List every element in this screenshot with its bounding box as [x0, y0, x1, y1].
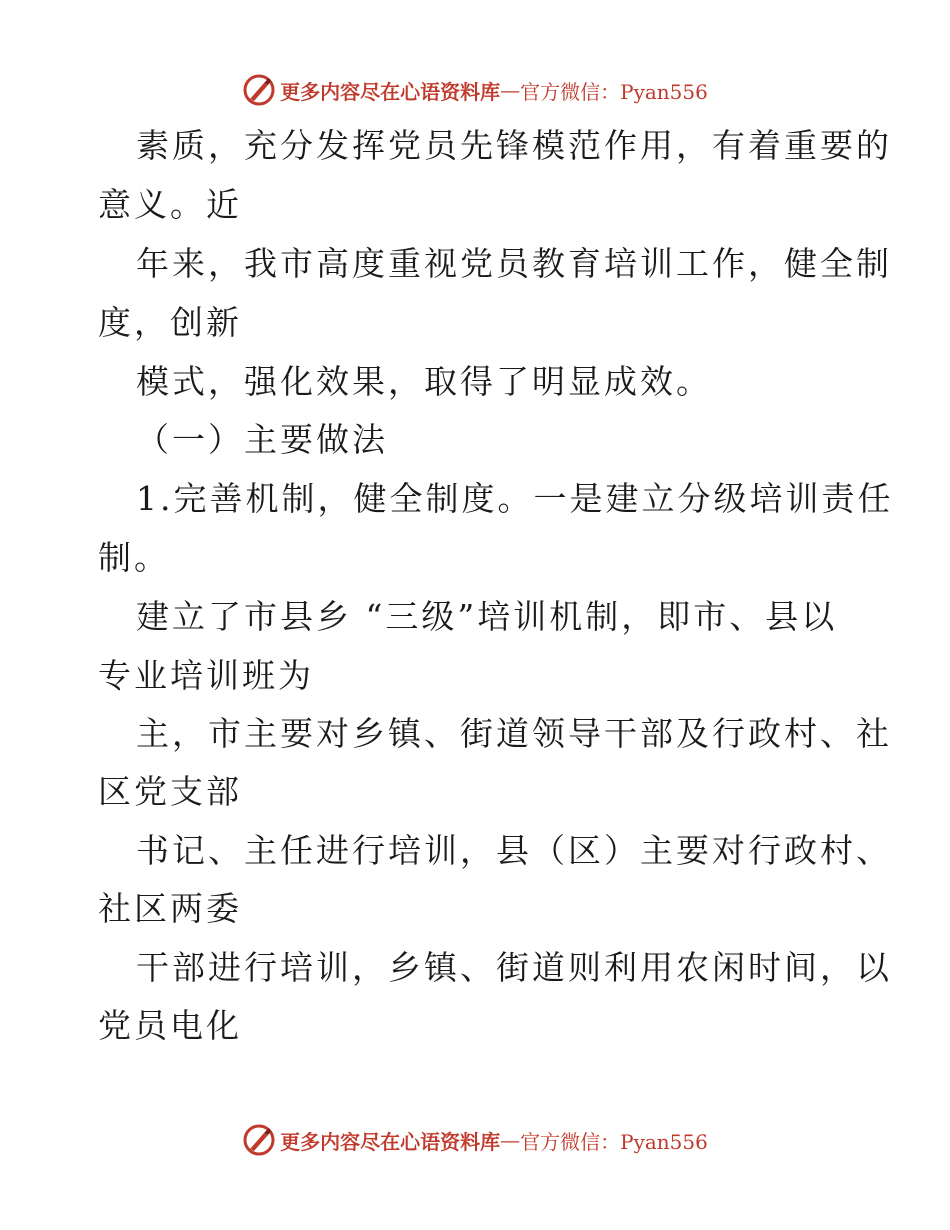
pen-logo-icon — [242, 73, 276, 107]
text-line: 意义。近 — [98, 185, 242, 224]
watermark-main-text: 更多内容尽在心语资料库 — [280, 1129, 501, 1154]
text-line: 专业培训班为 — [98, 656, 314, 695]
text-line: 干部进行培训，乡镇、街道则利用农闲时间，以 — [136, 948, 892, 987]
text-line: 素质，充分发挥党员先锋模范作用，有着重要的 — [136, 126, 892, 165]
watermark-contact-text: 官方微信：Pyan556 — [520, 1129, 708, 1154]
watermark-contact-text: 官方微信：Pyan556 — [520, 79, 708, 104]
pen-logo-icon — [242, 1123, 276, 1157]
text-line: 区党支部 — [98, 772, 242, 811]
watermark-banner-bottom — [0, 1120, 950, 1160]
text-line: 主，市主要对乡镇、街道领导干部及行政村、社 — [136, 714, 892, 753]
watermark-main-text: 更多内容尽在心语资料库 — [280, 79, 501, 104]
text-line: 模式，强化效果，取得了明显成效。 — [136, 362, 712, 401]
text-line: 书记、主任进行培训，县（区）主要对行政村、 — [136, 831, 892, 870]
text-line: 年来，我市高度重视党员教育培训工作，健全制 — [136, 244, 892, 283]
watermark-dash: — — [500, 1128, 521, 1152]
text-line: 党员电化 — [98, 1006, 242, 1045]
watermark-banner-top — [0, 70, 950, 110]
section-heading: （一）主要做法 — [136, 420, 388, 459]
text-line: 社区两委 — [98, 889, 242, 928]
text-line: 度，创新 — [98, 303, 242, 342]
text-line: 建立了市县乡 “三级”培训机制，即市、县以 — [136, 597, 838, 636]
watermark-dash: — — [500, 78, 521, 102]
text-line: 1.完善机制，健全制度。一是建立分级培训责任 — [136, 479, 894, 518]
text-line: 制。 — [98, 538, 170, 577]
